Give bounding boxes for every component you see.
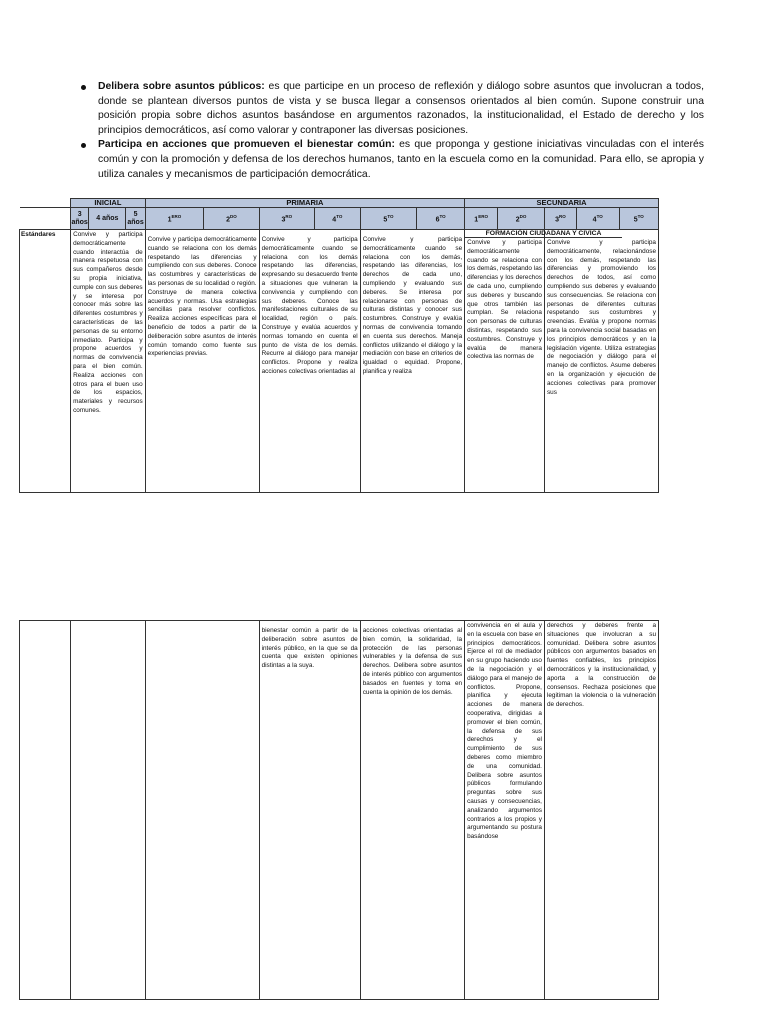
cell-primaria-5-6-cont: acciones colectivas orientadas al bien común, la solidaridad, la protección de las personas vulnerables y la defensa de sus derechos. Delibera sobre asuntos de interés público con argumentos basados en fuentes y toma en cuenta la opinión de los demás. [360,621,464,1000]
standards-table [19,198,659,493]
header-sec-2: $2^{DO}$ [498,208,545,230]
bullet-delibera [78,80,704,138]
header-secundaria: SECUNDARIA [465,199,659,208]
header-primaria: PRIMARIA [145,199,464,208]
row-label-estandares: Estándares [20,230,71,493]
header-prim-5: $5^{TO}$ [360,208,416,230]
bullet-list [78,80,704,182]
header-3-anos: 3 años [71,208,89,230]
header-5-anos: 5 años [126,208,145,230]
cell-secundaria-3-5: Convive y participa democráticamente, relacionándose con los demás, respetando las diferencias y promoviendo los derechos de todos, así como cumpliendo sus deberes y evaluando sus consecuencias. Se relaciona con personas de diferentes culturas respetando sus costumbres y creencias. Evalúa y propone normas para la convivencia social basadas en los principios democráticos y en la legislación vigente. Utiliza estrategias de negociación y diálogo para el manejo de conflictos. Asume deberes en la organización y ejecución de acciones colectivas para promover sus [544,230,658,493]
header-inicial: INICIAL [71,199,146,208]
header-prim-6: $6^{TO}$ [417,208,465,230]
header-prim-2: $2^{DO}$ [204,208,259,230]
cell-secundaria-3-5-cont: derechos y deberes frente a situaciones que involucran a su comunidad. Delibera sobre asuntos públicos con argumentos basados en fuentes confiables, los principios democráticos y la institucionalidad, y aporta a la construcción de consensos. Rechaza posiciones que legitiman la violencia o la vulneración de derechos. [544,621,658,1000]
cell-primaria-3-4-cont: bienestar común a partir de la deliberación sobre asuntos de interés público, en la que se da cuenta que existen opiniones distintas a la suya. [259,621,360,1000]
cell-inicial: Convive y participa democráticamente cuando interactúa de manera respetuosa con sus compañeros desde su propia iniciativa, cumple con sus deberes y se interesa por conocer más sobre las diferentes costumbres y características de las personas de su entorno inmediato. Participa y propone acuerdos y normas de convivencia para el bien común. Realiza acciones con otros para el buen uso de los espacios, materiales y recursos comunes. [71,230,146,493]
bullet-text: es que participe en un proceso de reflexión y diálogo sobre asuntos que involucran a todos, donde se plantean diversos puntos de vista y se busca llegar a consensos orientados al bien común. Supone construir una posición propia sobre dichos asuntos basándose en argumentos razonados, la institucionalidad, el Estado de derecho y los principios democráticos, así como valorar y contraponer las diversas posiciones. [98,81,704,136]
cell-inicial-empty [71,621,146,1000]
bullet-title: Participa en acciones que promueven el bienestar común: [98,139,395,151]
standards-table-continued [19,620,659,1000]
bullet-dot-icon [81,143,86,148]
bullet-title: Delibera sobre asuntos públicos: [98,81,265,92]
header-prim-1: $1^{ERO}$ [145,208,204,230]
cell-secundaria-1-2-text: Convive y participa democráticamente cuando se relaciona con los demás, respetando las diferencias y los derechos de cada uno, cumpliendo sus deberes y buscando que otros también las cumplan. Se relaciona con personas de culturas distintas, respetando sus costumbres. Construye y evalúa de manera colectiva las normas de [467,239,542,361]
fcc-header: FORMACIÓN CIUDADANA Y CIVICA [465,230,622,238]
cell-primaria-1-2: Convive y participa democráticamente cuando se relaciona con los demás respetando las diferencias y cumpliendo con sus deberes. Conoce las costumbres y características de las personas de su localidad o región. Construye de manera colectiva acuerdos y normas. Usa estrategias sencillas para resolver conflictos. Realiza acciones específicas para el beneficio de todos a partir de la deliberación sobre asuntos de interés común tomando como fuente sus experiencias previas. [145,230,259,493]
header-sec-1: $1^{ERO}$ [465,208,498,230]
bullet-participa [78,138,704,182]
header-sec-4: $4^{TO}$ [576,208,619,230]
header-sec-5: $5^{TO}$ [619,208,659,230]
cell-primaria-5-6: Convive y participa democráticamente cuando se relaciona con los demás, respetando las diferencias, los derechos de cada uno, cumpliendo y evaluando sus deberes. Se interesa por relacionarse con personas de culturas distintas y conocer sus costumbres. Construye y evalúa normas de convivencia tomando en cuenta sus derechos. Maneja conflictos utilizando el diálogo y la mediación con base en criterios de igualdad o equidad. Propone, planifica y realiza [360,230,464,493]
cell-primaria-3-4: Convive y participa democráticamente cuando se relaciona con los demás respetando las diferencias, expresando su desacuerdo frente a situaciones que vulneran la convivencia y cumpliendo con sus deberes. Conoce las manifestaciones culturales de su localidad, región o país. Construye y evalúa acuerdos y normas tomando en cuenta el punto de vista de los demás. Recurre al diálogo para manejar conflictos. Propone y realiza acciones colectivas orientadas al [259,230,360,493]
cell-label-empty [20,621,71,1000]
bullet-dot-icon [81,85,86,90]
header-4-anos: 4 años [89,208,126,230]
bullet-text: es que proponga y gestione iniciativas vinculadas con el interés común y con la promoción y defensa de los derechos humanos, tanto en la escuela como en la comunidad. Para ello, se apropia y utiliza canales y mecanismos de participación democrática. [98,139,704,180]
cell-secundaria-1-2-cont: convivencia en el aula y en la escuela con base en principios democráticos. Ejerce el rol de mediador en su grupo haciendo uso de la negociación y el diálogo para el manejo de conflictos. Propone, planifica y ejecuta acciones de manera cooperativa, dirigidas a promover el bien común, la defensa de sus derechos y el cumplimiento de sus deberes como miembro de una comunidad. Delibera sobre asuntos públicos formulando preguntas sobre sus causas y consecuencias, analizando argumentos contrarios a los propios y argumentando su postura basándose [465,621,545,1000]
header-sec-3: $3^{RO}$ [544,208,576,230]
cell-primaria-1-2-empty [145,621,259,1000]
header-prim-4: $4^{TO}$ [314,208,360,230]
header-prim-3: $3^{RO}$ [259,208,314,230]
